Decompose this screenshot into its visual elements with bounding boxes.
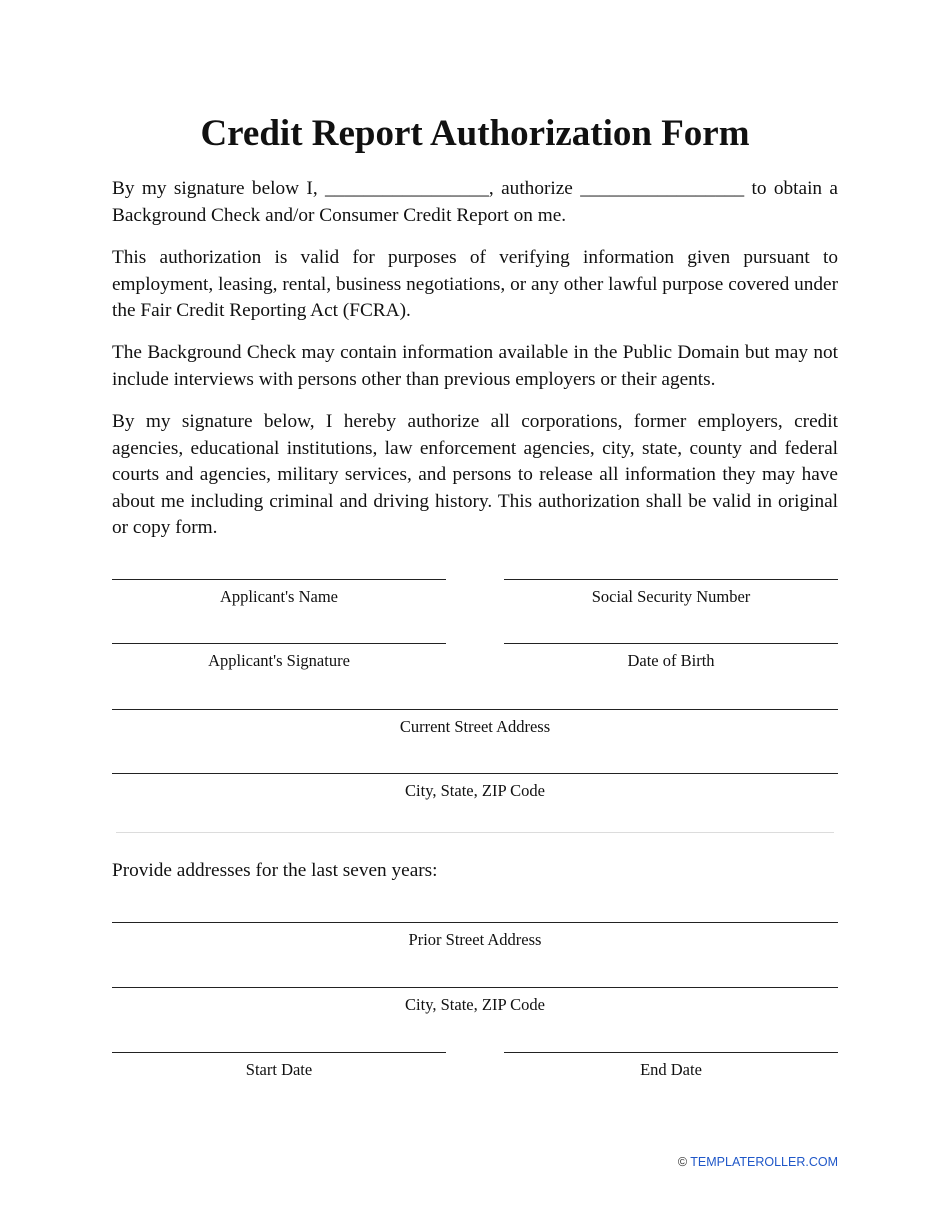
- applicant-signature-field[interactable]: [112, 643, 446, 672]
- form-page: [112, 0, 838, 1230]
- prior-street-address-label: Prior Street Address: [408, 930, 542, 949]
- date-of-birth-field[interactable]: [504, 643, 838, 672]
- release-authorization-paragraph: By my signature below, I hereby authorize all corporations, former employers, credit agencies, educational institutions, law enforcement agencies, city, state, county and federal courts and agencies, military services, and persons to release all information they may have about me including criminal and driving history. This authorization shall be valid in original or copy form.: [112, 411, 838, 538]
- background-check-paragraph: The Background Check may contain information available in the Public Domain but may not include interviews with persons other than previous employers or their agents.: [112, 342, 838, 390]
- applicant-name-line[interactable]: [112, 579, 446, 580]
- applicant-signature-line[interactable]: [112, 643, 446, 644]
- ssn-field[interactable]: [504, 579, 838, 608]
- current-city-state-zip-field[interactable]: [112, 773, 838, 802]
- current-street-address-field[interactable]: [112, 709, 838, 738]
- start-date-line[interactable]: [112, 1052, 446, 1053]
- section-divider: [116, 832, 834, 833]
- copyright-icon: ©: [677, 1155, 688, 1169]
- current-street-address-line[interactable]: [112, 709, 838, 710]
- current-street-address-label: Current Street Address: [399, 717, 551, 736]
- ssn-label: Social Security Number: [591, 587, 751, 606]
- authorization-statement: By my signature below I, _________________, authorize _________________ to obtain a Background Check and/or Consumer Credit Report on me.: [112, 178, 838, 226]
- prior-city-state-zip-line[interactable]: [112, 987, 838, 988]
- footer-credit: [678, 1155, 838, 1169]
- start-date-label: Start Date: [245, 1060, 313, 1079]
- templateroller-link[interactable]: TEMPLATEROLLER.COM: [690, 1155, 838, 1169]
- applicant-name-field[interactable]: [112, 579, 446, 608]
- date-of-birth-line[interactable]: [504, 643, 838, 644]
- ssn-line[interactable]: [504, 579, 838, 580]
- end-date-field[interactable]: [504, 1052, 838, 1081]
- validity-paragraph: This authorization is valid for purposes of verifying information given pursuant to employment, leasing, rental, business negotiations, or any other lawful purpose covered under the Fair Credit Reporting Act (FCRA).: [112, 247, 838, 321]
- date-of-birth-label: Date of Birth: [627, 651, 715, 670]
- end-date-line[interactable]: [504, 1052, 838, 1053]
- current-city-state-zip-label: City, State, ZIP Code: [405, 781, 545, 800]
- applicant-signature-label: Applicant's Signature: [208, 651, 350, 670]
- prior-city-state-zip-label: City, State, ZIP Code: [405, 995, 545, 1014]
- end-date-label: End Date: [640, 1060, 702, 1079]
- prior-addresses-heading: Provide addresses for the last seven years:: [112, 860, 438, 881]
- page-title: Credit Report Authorization Form: [200, 113, 750, 154]
- prior-street-address-field[interactable]: [112, 922, 838, 951]
- current-city-state-zip-line[interactable]: [112, 773, 838, 774]
- prior-street-address-line[interactable]: [112, 922, 838, 923]
- start-date-field[interactable]: [112, 1052, 446, 1081]
- applicant-name-label: Applicant's Name: [220, 587, 338, 606]
- prior-city-state-zip-field[interactable]: [112, 987, 838, 1016]
